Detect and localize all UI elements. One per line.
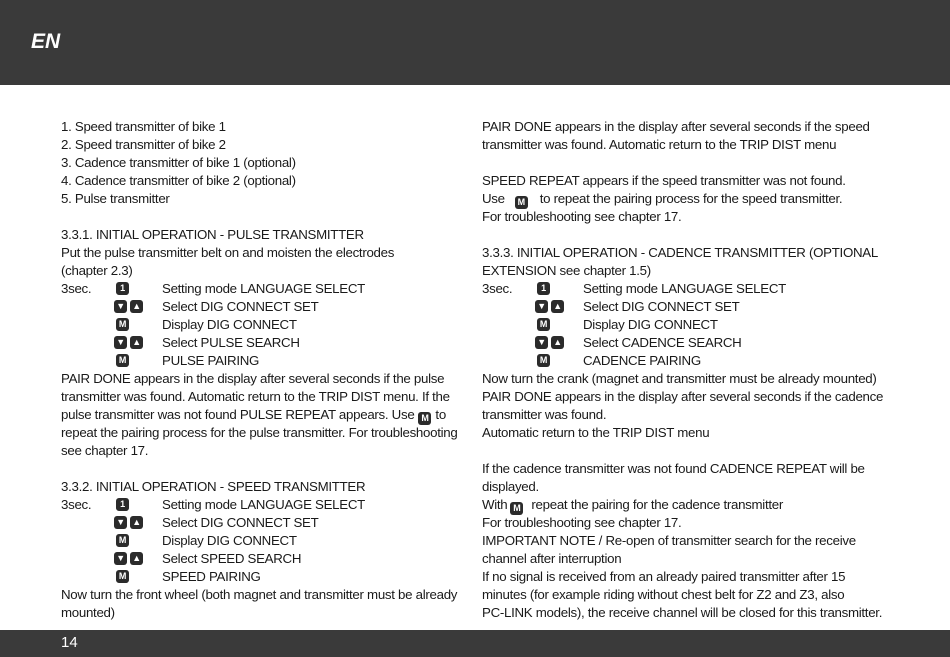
speed-repeat: For troubleshooting see chapter 17. xyxy=(482,209,682,224)
step-text: Select CADENCE SEARCH xyxy=(583,335,742,350)
cadence-heading: 3.3.3. INITIAL OPERATION - CADENCE TRANSMITTER (OPTIONAL xyxy=(482,245,878,260)
up-arrow-icon: ▲ xyxy=(130,300,143,313)
step-text: Display DIG CONNECT xyxy=(162,317,297,332)
pulse-after: pulse transmitter was not found PULSE REPEAT appears. Use M to xyxy=(61,407,446,423)
step-prefix: 3sec. xyxy=(61,281,92,296)
down-arrow-icon: ▼ xyxy=(535,336,548,349)
step-text: SPEED PAIRING xyxy=(162,569,261,584)
list-item: 2. Speed transmitter of bike 2 xyxy=(61,137,226,152)
up-arrow-icon: ▲ xyxy=(130,336,143,349)
important-note: channel after interruption xyxy=(482,551,622,566)
important-note: minutes (for example riding without chest belt for Z2 and Z3, also xyxy=(482,587,845,602)
step-text: Select DIG CONNECT SET xyxy=(162,515,319,530)
up-arrow-icon: ▲ xyxy=(551,336,564,349)
list-item: 4. Cadence transmitter of bike 2 (optional) xyxy=(61,173,296,188)
button-1-icon: 1 xyxy=(116,498,129,511)
speed-result: PAIR DONE appears in the display after several seconds if the speed xyxy=(482,119,870,134)
step-text: CADENCE PAIRING xyxy=(583,353,701,368)
pulse-step-4 xyxy=(61,334,461,352)
cadence-step-2 xyxy=(482,298,882,316)
cadence-after: Automatic return to the TRIP DIST menu xyxy=(482,425,710,440)
mode-button-icon: M xyxy=(116,318,129,331)
step-text: Select SPEED SEARCH xyxy=(162,551,302,566)
step-text: Display DIG CONNECT xyxy=(162,533,297,548)
pulse-after: repeat the pairing process for the pulse transmitter. For troubleshooting xyxy=(61,425,458,440)
cadence-notfound: displayed. xyxy=(482,479,539,494)
down-arrow-icon: ▼ xyxy=(535,300,548,313)
down-arrow-icon: ▼ xyxy=(114,552,127,565)
cadence-step-4 xyxy=(482,334,882,352)
right-column xyxy=(482,118,882,622)
step-text: Select DIG CONNECT SET xyxy=(162,299,319,314)
cadence-heading: EXTENSION see chapter 1.5) xyxy=(482,263,651,278)
button-1-icon: 1 xyxy=(537,282,550,295)
cadence-trouble: For troubleshooting see chapter 17. xyxy=(482,515,682,530)
important-note: IMPORTANT NOTE / Re-open of transmitter search for the receive xyxy=(482,533,856,548)
mode-button-icon: M xyxy=(116,534,129,547)
mode-button-icon: M xyxy=(537,318,550,331)
footer-bar xyxy=(0,630,950,657)
cadence-notfound: If the cadence transmitter was not found CADENCE REPEAT will be xyxy=(482,461,865,476)
cadence-after: Now turn the crank (magnet and transmitter must be already mounted) xyxy=(482,371,877,386)
step-text: Setting mode LANGUAGE SELECT xyxy=(162,497,365,512)
cadence-step-3 xyxy=(482,316,882,334)
up-arrow-icon: ▲ xyxy=(551,300,564,313)
speed-step-4 xyxy=(61,550,461,568)
cadence-after: PAIR DONE appears in the display after several seconds if the cadence xyxy=(482,389,884,404)
pulse-intro: (chapter 2.3) xyxy=(61,263,133,278)
down-arrow-icon: ▼ xyxy=(114,516,127,529)
step-text: Setting mode LANGUAGE SELECT xyxy=(583,281,786,296)
step-text: Select PULSE SEARCH xyxy=(162,335,300,350)
important-note: If no signal is received from an already paired transmitter after 15 xyxy=(482,569,846,584)
step-prefix: 3sec. xyxy=(61,497,92,512)
mode-button-icon: M xyxy=(116,354,129,367)
cadence-with: With M repeat the pairing for the cadence transmitter xyxy=(482,497,783,513)
left-column xyxy=(61,118,461,622)
list-item: 1. Speed transmitter of bike 1 xyxy=(61,119,226,134)
down-arrow-icon: ▼ xyxy=(114,336,127,349)
step-text: Setting mode LANGUAGE SELECT xyxy=(162,281,365,296)
speed-result: transmitter was found. Automatic return to the TRIP DIST menu xyxy=(482,137,837,152)
list-item: 3. Cadence transmitter of bike 1 (optional) xyxy=(61,155,296,170)
speed-step-1 xyxy=(61,496,461,514)
speed-step-2 xyxy=(61,514,461,532)
mode-button-icon: M xyxy=(116,570,129,583)
cadence-after: transmitter was found. xyxy=(482,407,607,422)
cadence-step-5 xyxy=(482,352,882,370)
mode-button-icon: M xyxy=(515,196,528,209)
speed-step-5 xyxy=(61,568,461,586)
page-number: 14 xyxy=(61,634,78,651)
speed-heading: 3.3.2. INITIAL OPERATION - SPEED TRANSMITTER xyxy=(61,479,366,494)
up-arrow-icon: ▲ xyxy=(130,552,143,565)
mode-button-icon: M xyxy=(510,502,523,515)
speed-after: Now turn the front wheel (both magnet and transmitter must be already xyxy=(61,587,458,602)
pulse-heading: 3.3.1. INITIAL OPERATION - PULSE TRANSMITTER xyxy=(61,227,364,242)
speed-step-3 xyxy=(61,532,461,550)
pulse-intro: Put the pulse transmitter belt on and moisten the electrodes xyxy=(61,245,395,260)
step-text: Select DIG CONNECT SET xyxy=(583,299,740,314)
pulse-after: PAIR DONE appears in the display after several seconds if the pulse xyxy=(61,371,445,386)
up-arrow-icon: ▲ xyxy=(130,516,143,529)
pulse-after: see chapter 17. xyxy=(61,443,149,458)
speed-repeat-use: Use M to repeat the pairing process for the speed transmitter. xyxy=(482,191,843,207)
language-label: EN xyxy=(31,30,61,53)
step-text: PULSE PAIRING xyxy=(162,353,260,368)
pulse-step-5 xyxy=(61,352,461,370)
speed-after: mounted) xyxy=(61,605,115,620)
pulse-step-2 xyxy=(61,298,461,316)
important-note: PC-LINK models), the receive channel will be closed for this transmitter. xyxy=(482,605,883,620)
list-item: 5. Pulse transmitter xyxy=(61,191,170,206)
pulse-step-1 xyxy=(61,280,461,298)
speed-repeat: SPEED REPEAT appears if the speed transmitter was not found. xyxy=(482,173,846,188)
header-bar xyxy=(0,0,950,85)
down-arrow-icon: ▼ xyxy=(114,300,127,313)
step-prefix: 3sec. xyxy=(482,281,513,296)
pulse-step-3 xyxy=(61,316,461,334)
mode-button-icon: M xyxy=(418,412,431,425)
step-text: Display DIG CONNECT xyxy=(583,317,718,332)
button-1-icon: 1 xyxy=(116,282,129,295)
mode-button-icon: M xyxy=(537,354,550,367)
pulse-after: transmitter was found. Automatic return to the TRIP DIST menu. If the xyxy=(61,389,450,404)
cadence-step-1 xyxy=(482,280,882,298)
